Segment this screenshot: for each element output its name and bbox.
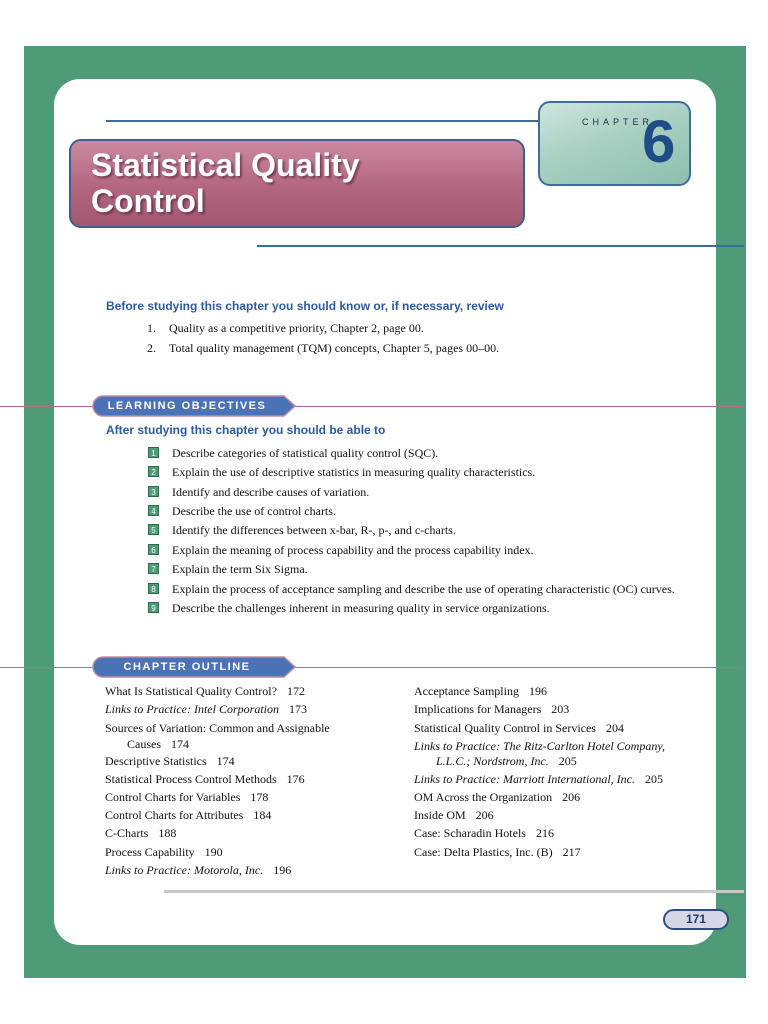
learning-objectives-heading: After studying this chapter you should be able to	[106, 423, 386, 437]
outline-entry-page: 216	[535, 826, 554, 840]
chapter-title-box	[69, 139, 525, 228]
outline-entry	[105, 702, 307, 717]
outline-entry	[105, 826, 176, 841]
objective-number-badge: 1	[148, 447, 159, 458]
outline-entry-title: Case: Delta Plastics, Inc. (B)	[414, 845, 553, 859]
objective-number-badge: 7	[148, 563, 159, 574]
top-rule	[106, 120, 546, 122]
prerequisite-number: 2.	[147, 341, 156, 355]
outline-entry	[414, 790, 580, 805]
outline-entry	[414, 721, 624, 736]
outline-entry	[105, 845, 223, 860]
objective-item	[148, 582, 675, 597]
objective-text: Identify the differences between x-bar, R-, p-, and c-charts.	[172, 523, 456, 537]
objective-item	[148, 562, 308, 577]
objective-item	[148, 446, 438, 461]
outline-entry-page: 196	[528, 684, 547, 698]
outline-entry	[414, 739, 665, 754]
objective-item	[148, 504, 336, 519]
outline-entry-page: 217	[562, 845, 581, 859]
outline-entry-page: 178	[250, 790, 269, 804]
outline-entry-title: Process Capability	[105, 845, 195, 859]
outline-entry-title: Links to Practice: The Ritz-Carlton Hotel Company,	[414, 739, 665, 753]
title-underline-rule	[257, 245, 744, 247]
objective-item	[148, 543, 534, 558]
outline-entry	[105, 754, 235, 769]
objective-number-badge: 8	[148, 583, 159, 594]
outline-entry-title: Acceptance Sampling	[414, 684, 519, 698]
outline-entry-page: 172	[286, 684, 305, 698]
outline-entry-title: Statistical Process Control Methods	[105, 772, 277, 786]
outline-entry	[105, 808, 271, 823]
outline-entry-title: Case: Scharadin Hotels	[414, 826, 526, 840]
chapter-title	[91, 147, 360, 219]
outline-entry-title: Sources of Variation: Common and Assignable	[105, 721, 330, 735]
outline-entry-page: 204	[605, 721, 624, 735]
outline-entry	[105, 772, 305, 787]
chapter-tab	[538, 101, 691, 186]
outline-entry	[127, 737, 189, 752]
objective-item	[148, 601, 550, 616]
learning-objectives-banner	[92, 395, 296, 417]
objective-number-badge: 4	[148, 505, 159, 516]
learning-objectives-title: LEARNING OBJECTIVES	[107, 400, 267, 412]
prerequisites-heading: Before studying this chapter you should know or, if necessary, review	[106, 299, 504, 313]
outline-entry-page: 196	[273, 863, 292, 877]
outline-entry-title: Control Charts for Attributes	[105, 808, 244, 822]
prerequisite-number: 1.	[147, 321, 156, 335]
outline-entry-title: Inside OM	[414, 808, 466, 822]
objective-item	[148, 523, 456, 538]
outline-entry-page: 190	[204, 845, 223, 859]
outline-entry	[414, 702, 569, 717]
objective-text: Describe the use of control charts.	[172, 504, 336, 518]
objective-number-badge: 5	[148, 524, 159, 535]
outline-entry-page: 174	[171, 737, 189, 751]
objective-number-badge: 2	[148, 466, 159, 477]
objective-text: Explain the term Six Sigma.	[172, 562, 308, 576]
outline-entry-title: Links to Practice: Intel Corporation	[105, 702, 279, 716]
objective-text: Explain the use of descriptive statistics in measuring quality characteristics.	[172, 465, 536, 479]
objective-number-badge: 6	[148, 544, 159, 555]
prerequisite-item	[147, 321, 424, 336]
outline-entry-title: Descriptive Statistics	[105, 754, 207, 768]
outline-entry	[414, 684, 547, 699]
chapter-outline-banner	[92, 656, 296, 678]
outline-entry	[105, 790, 268, 805]
outline-entry-title: Links to Practice: Motorola, Inc.	[105, 863, 264, 877]
outline-entry-title: L.L.C.; Nordstrom, Inc.	[436, 754, 549, 768]
bottom-rule	[164, 890, 744, 893]
outline-entry	[414, 808, 494, 823]
objective-text: Explain the process of acceptance sampling and describe the use of operating characteristic (OC) curves.	[172, 582, 675, 596]
outline-entry-title: Statistical Quality Control in Services	[414, 721, 596, 735]
outline-entry	[105, 863, 291, 878]
prerequisite-text: Total quality management (TQM) concepts, Chapter 5, pages 00–00.	[169, 341, 500, 355]
prerequisite-item	[147, 341, 499, 356]
outline-entry-page: 203	[551, 702, 570, 716]
objective-number-badge: 3	[148, 486, 159, 497]
chapter-number: 6	[642, 108, 676, 175]
outline-entry	[436, 754, 577, 769]
outline-entry-title: What Is Statistical Quality Control?	[105, 684, 277, 698]
outline-entry-page: 184	[253, 808, 272, 822]
chapter-title-line-2: Control	[91, 183, 205, 219]
outline-entry	[414, 826, 554, 841]
outline-entry	[414, 845, 581, 860]
outline-entry-page: 176	[286, 772, 305, 786]
outline-entry-title: Implications for Managers	[414, 702, 542, 716]
outline-entry-page: 205	[558, 754, 577, 768]
outline-entry-page: 206	[475, 808, 494, 822]
prerequisite-text: Quality as a competitive priority, Chapter 2, page 00.	[169, 321, 424, 335]
outline-entry	[414, 772, 663, 787]
outline-entry-title: Links to Practice: Marriott International, Inc.	[414, 772, 635, 786]
outline-entry-page: 173	[288, 702, 307, 716]
chapter-label: CHAPTER	[582, 117, 654, 127]
outline-entry-title: Control Charts for Variables	[105, 790, 241, 804]
outline-entry-page: 174	[216, 754, 235, 768]
objective-text: Explain the meaning of process capability and the process capability index.	[172, 543, 534, 557]
chapter-title-line-1: Statistical Quality	[91, 147, 360, 183]
objective-item	[148, 465, 535, 480]
objective-item	[148, 485, 369, 500]
objective-text: Describe the challenges inherent in measuring quality in service organizations.	[172, 601, 550, 615]
chapter-outline-title: CHAPTER OUTLINE	[123, 661, 251, 673]
outline-entry-page: 206	[562, 790, 581, 804]
outline-entry-page: 188	[158, 826, 177, 840]
page-number: 171	[663, 909, 729, 930]
objective-text: Describe categories of statistical quality control (SQC).	[172, 446, 439, 460]
outline-entry-title: OM Across the Organization	[414, 790, 553, 804]
outline-entry	[105, 721, 330, 736]
outline-entry-title: C-Charts	[105, 826, 149, 840]
objective-text: Identify and describe causes of variation.	[172, 485, 370, 499]
outline-entry-title: Causes	[127, 737, 161, 751]
outline-entry-page: 205	[644, 772, 663, 786]
outline-entry	[105, 684, 305, 699]
objective-number-badge: 9	[148, 602, 159, 613]
